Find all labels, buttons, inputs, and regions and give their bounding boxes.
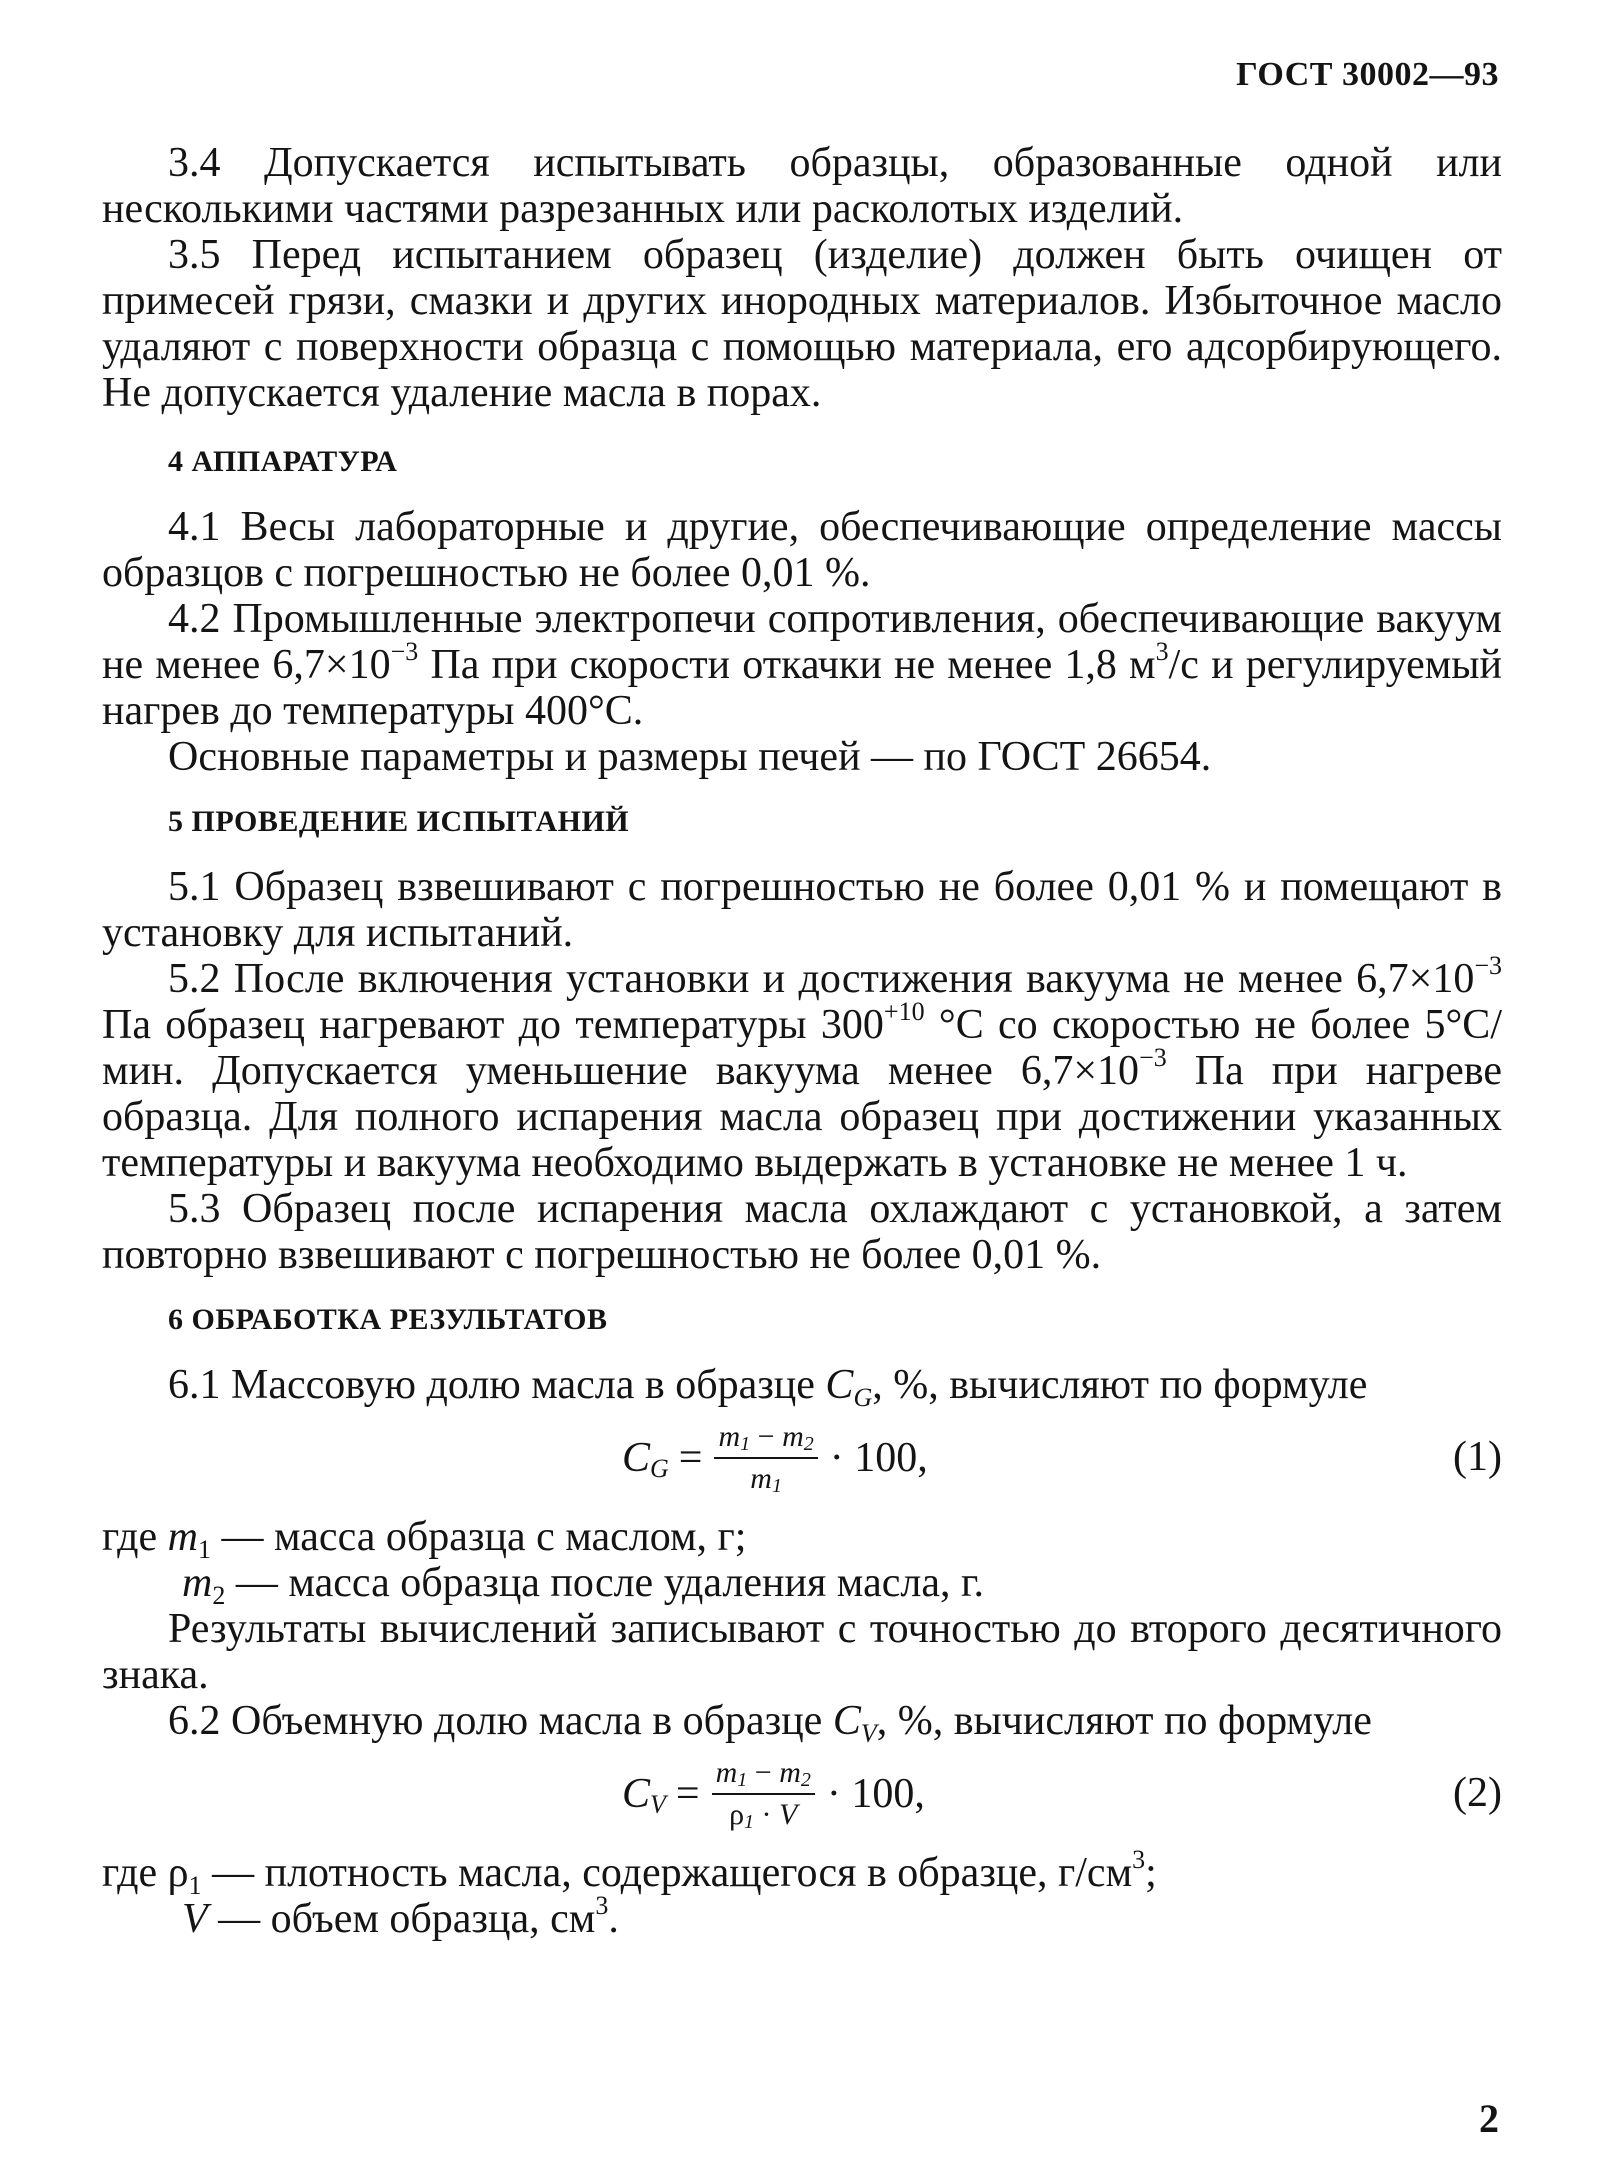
exponent: −3: [390, 637, 419, 666]
text-run: Па при скорости откачки не менее 1,8 м: [418, 642, 1156, 688]
symbol-v: V: [182, 1896, 208, 1942]
doc-number-header: ГОСТ 30002—93: [1236, 56, 1499, 93]
paragraph-4-2-params: Основные параметры и размеры печей — по ГОСТ 26654.: [168, 734, 1212, 780]
symbol-c: C: [825, 1362, 854, 1408]
formula-lhs: C: [622, 1771, 651, 1817]
text-run: , %, вычисляют по формуле: [872, 1362, 1368, 1408]
formula-lhs-sub: V: [650, 1790, 666, 1819]
text-run: 6.2 Объемную долю масла в образце: [168, 1698, 833, 1744]
exponent: −3: [1139, 1043, 1167, 1072]
text-run: 6.1 Массовую долю масла в образце: [168, 1362, 826, 1408]
where-v: V — объем образца, $см^3$.: [182, 1891, 619, 1942]
text-run: /с и регулируемый нагрев до температуры 400°С.: [102, 642, 1502, 734]
paragraph-5-3: 5.3 Образец после испарения масла охлаждают с установкой, а затем повторно взвешивают с погрешностью не более 0,01 %.: [102, 1186, 1502, 1278]
text-run: °С со скоростью не более 5°С/мин. Допускается уменьшение вакуума менее 6,7×10: [102, 1002, 1502, 1094]
paragraph-5-1: 5.1 Образец взвешивают с погрешностью не более 0,01 % и помещают в установку для испытаний.: [102, 864, 1502, 956]
symbol-m2: m: [182, 1560, 213, 1606]
exponent: 3: [1155, 637, 1169, 666]
paragraph-4-2: [102, 596, 1502, 734]
symbol-m1: m: [167, 1514, 198, 1560]
where-m2: $m_2$ — масса образца после удаления масла, г.: [182, 1560, 984, 1610]
formula-lhs-sub: G: [650, 1454, 669, 1483]
paragraph-6-1: [102, 1362, 1502, 1412]
section-6-title: 6 ОБРАБОТКА РЕЗУЛЬТАТОВ: [168, 1303, 608, 1336]
symbol-sub: G: [853, 1383, 873, 1412]
text-run: Па образец нагревают до температуры 300: [102, 1002, 884, 1048]
equals-sign: =: [675, 1771, 700, 1817]
fraction-numerator: $m_1 - m_2$: [712, 1755, 815, 1795]
text-run: 5.2 После включения установки и достижения вакуума не менее 6,7×10: [168, 956, 1475, 1002]
paragraph-3-5: 3.5 Перед испытанием образец (изделие) должен быть очищен от примесей грязи, смазки и других инородных материалов. Избыточное масло удаляют с поверхности образца с помощью материала, его адсорбирующего. Не допускается удаление масла в порах.: [102, 232, 1502, 416]
page-number: 2: [1479, 2096, 1499, 2141]
formula-lhs: C: [622, 1435, 651, 1481]
equation-number-2: (2): [1453, 1770, 1502, 1816]
where-rho1: где $\rho_1$ — плотность масла, содержащегося в образце, $г/см^3$;: [102, 1845, 1157, 1900]
paragraph-6-2: [102, 1698, 1502, 1748]
fraction-denominator: $m_1$: [750, 1462, 782, 1497]
text-run: 4.2 Промышленные электропечи сопротивления, обеспечивающие вакуум не менее 6,7×10: [102, 596, 1502, 688]
paragraph-3-4: 3.4 Допускается испытывать образцы, образованные одной или несколькими частями разрезанных или расколотых изделий.: [102, 140, 1502, 232]
document-body: [102, 140, 1502, 1942]
equals-sign: =: [678, 1435, 703, 1481]
formula-tail: · 100,: [826, 1771, 925, 1817]
text-run: , %, вычисляют по формуле: [876, 1698, 1372, 1744]
text-run: Па при нагреве образца. Для полного испарения масла образец при достижении указанных температуры и вакуума необходимо выдержать в установке не менее 1 ч.: [102, 1048, 1503, 1186]
exponent: +10: [883, 997, 925, 1026]
formula-2-expression: [622, 1746, 925, 1842]
formula-1: [102, 1410, 1502, 1506]
section-5-title: 5 ПРОВЕДЕНИЕ ИСПЫТАНИЙ: [168, 805, 630, 838]
symbol-rho1: ρ: [167, 1850, 189, 1896]
formula-2: [102, 1746, 1502, 1842]
equation-number-1: (1): [1453, 1434, 1502, 1480]
exponent: −3: [1474, 951, 1502, 980]
where-m1: где $m_1$ — масса образца с маслом, г;: [102, 1514, 747, 1564]
formula-tail: · 100,: [829, 1435, 928, 1481]
symbol-c: C: [832, 1698, 861, 1744]
fraction-numerator: $m_1 - m_2$: [714, 1419, 817, 1459]
fraction-denominator: $\rho_1 \cdot V$: [729, 1798, 798, 1833]
section-4-title: 4 АППАРАТУРА: [168, 445, 398, 478]
symbol-sub: V: [860, 1719, 877, 1748]
formula-1-expression: [622, 1410, 928, 1506]
paragraph-results-precision: Результаты вычислений записывают с точностью до второго десятичного знака.: [102, 1606, 1502, 1698]
paragraph-5-2: [102, 951, 1503, 1186]
fraction: [714, 1419, 817, 1497]
fraction: [712, 1755, 815, 1833]
paragraph-4-1: 4.1 Весы лабораторные и другие, обеспечивающие определение массы образцов с погрешностью не более 0,01 %.: [102, 504, 1502, 596]
